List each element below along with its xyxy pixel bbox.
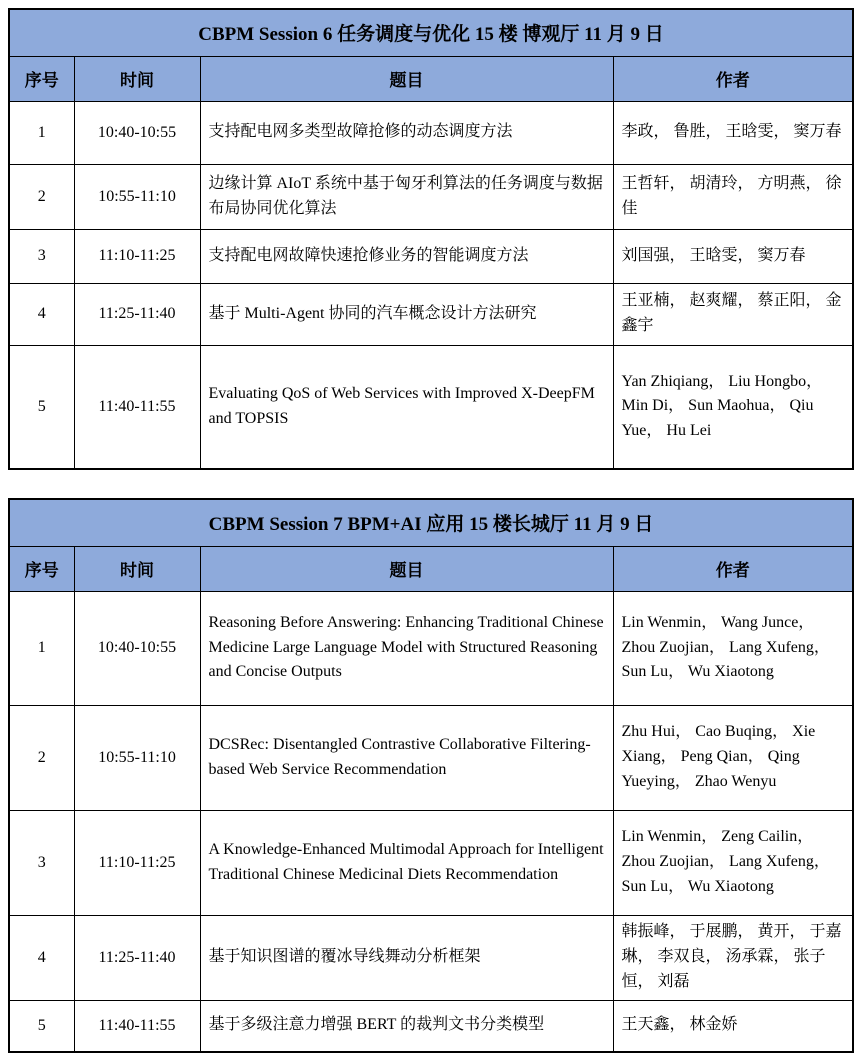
time-cell: 10:55-11:10 <box>74 705 200 810</box>
time-cell: 11:40-11:55 <box>74 1000 200 1052</box>
column-header-title: 题目 <box>200 56 613 101</box>
row-number-cell: 4 <box>9 283 74 345</box>
table-row <box>9 345 853 469</box>
paper-title-cell: 基于 Multi-Agent 协同的汽车概念设计方法研究 <box>200 283 613 345</box>
column-header-no: 序号 <box>9 546 74 591</box>
session-6-table <box>8 8 854 470</box>
session-6-title: CBPM Session 6 任务调度与优化 15 楼 博观厅 11 月 9 日 <box>9 9 853 56</box>
paper-title-cell: 基于多级注意力增强 BERT 的裁判文书分类模型 <box>200 1000 613 1052</box>
table-row <box>9 164 853 229</box>
row-number-cell: 5 <box>9 1000 74 1052</box>
authors-cell: 韩振峰， 于展鹏， 黄开， 于嘉琳， 李双良， 汤承霖， 张子恒， 刘磊 <box>613 915 853 1000</box>
paper-title-cell: 基于知识图谱的覆冰导线舞动分析框架 <box>200 915 613 1000</box>
column-header-authors: 作者 <box>613 546 853 591</box>
session-6-header-row <box>9 56 853 101</box>
paper-title-cell: 支持配电网故障快速抢修业务的智能调度方法 <box>200 229 613 283</box>
column-header-no: 序号 <box>9 56 74 101</box>
column-header-time: 时间 <box>74 546 200 591</box>
row-number-cell: 3 <box>9 810 74 915</box>
time-cell: 10:55-11:10 <box>74 164 200 229</box>
table-row <box>9 1000 853 1052</box>
authors-cell: Lin Wenmin， Zeng Cailin， Zhou Zuojian， Lang Xufeng， Sun Lu， Wu Xiaotong <box>613 810 853 915</box>
time-cell: 11:10-11:25 <box>74 810 200 915</box>
authors-cell: Lin Wenmin， Wang Junce， Zhou Zuojian， Lang Xufeng， Sun Lu， Wu Xiaotong <box>613 591 853 705</box>
column-header-authors: 作者 <box>613 56 853 101</box>
table-row <box>9 591 853 705</box>
time-cell: 11:10-11:25 <box>74 229 200 283</box>
paper-title-cell: Evaluating QoS of Web Services with Improved X-DeepFM and TOPSIS <box>200 345 613 469</box>
authors-cell: 王哲轩， 胡清玲， 方明燕， 徐佳 <box>613 164 853 229</box>
paper-title-cell: Reasoning Before Answering: Enhancing Traditional Chinese Medicine Large Language Model with Structured Reasoning and Concise Outputs <box>200 591 613 705</box>
authors-cell: 李政， 鲁胜， 王晗雯， 窦万春 <box>613 101 853 164</box>
table-row <box>9 810 853 915</box>
paper-title-cell: DCSRec: Disentangled Contrastive Collaborative Filtering-based Web Service Recommendation <box>200 705 613 810</box>
row-number-cell: 3 <box>9 229 74 283</box>
session-7-title-row <box>9 499 853 546</box>
table-row <box>9 915 853 1000</box>
row-number-cell: 5 <box>9 345 74 469</box>
time-cell: 10:40-10:55 <box>74 591 200 705</box>
paper-title-cell: A Knowledge-Enhanced Multimodal Approach for Intelligent Traditional Chinese Medicinal Diets Recommendation <box>200 810 613 915</box>
table-row <box>9 229 853 283</box>
authors-cell: Zhu Hui， Cao Buqing， Xie Xiang， Peng Qian， Qing Yueying， Zhao Wenyu <box>613 705 853 810</box>
session-7-title: CBPM Session 7 BPM+AI 应用 15 楼长城厅 11 月 9 日 <box>9 499 853 546</box>
time-cell: 11:40-11:55 <box>74 345 200 469</box>
column-header-time: 时间 <box>74 56 200 101</box>
row-number-cell: 2 <box>9 705 74 810</box>
session-6-title-row <box>9 9 853 56</box>
table-row <box>9 283 853 345</box>
paper-title-cell: 支持配电网多类型故障抢修的动态调度方法 <box>200 101 613 164</box>
row-number-cell: 1 <box>9 101 74 164</box>
row-number-cell: 2 <box>9 164 74 229</box>
time-cell: 11:25-11:40 <box>74 915 200 1000</box>
session-7-header-row <box>9 546 853 591</box>
column-header-title: 题目 <box>200 546 613 591</box>
time-cell: 11:25-11:40 <box>74 283 200 345</box>
authors-cell: 王天鑫， 林金娇 <box>613 1000 853 1052</box>
table-gap <box>8 470 852 498</box>
time-cell: 10:40-10:55 <box>74 101 200 164</box>
row-number-cell: 4 <box>9 915 74 1000</box>
table-row <box>9 101 853 164</box>
row-number-cell: 1 <box>9 591 74 705</box>
authors-cell: 刘国强， 王晗雯， 窦万春 <box>613 229 853 283</box>
paper-title-cell: 边缘计算 AIoT 系统中基于匈牙利算法的任务调度与数据布局协同优化算法 <box>200 164 613 229</box>
authors-cell: Yan Zhiqiang， Liu Hongbo， Min Di， Sun Maohua， Qiu Yue， Hu Lei <box>613 345 853 469</box>
authors-cell: 王亚楠， 赵爽耀， 蔡正阳， 金鑫宇 <box>613 283 853 345</box>
table-row <box>9 705 853 810</box>
session-7-table <box>8 498 854 1053</box>
